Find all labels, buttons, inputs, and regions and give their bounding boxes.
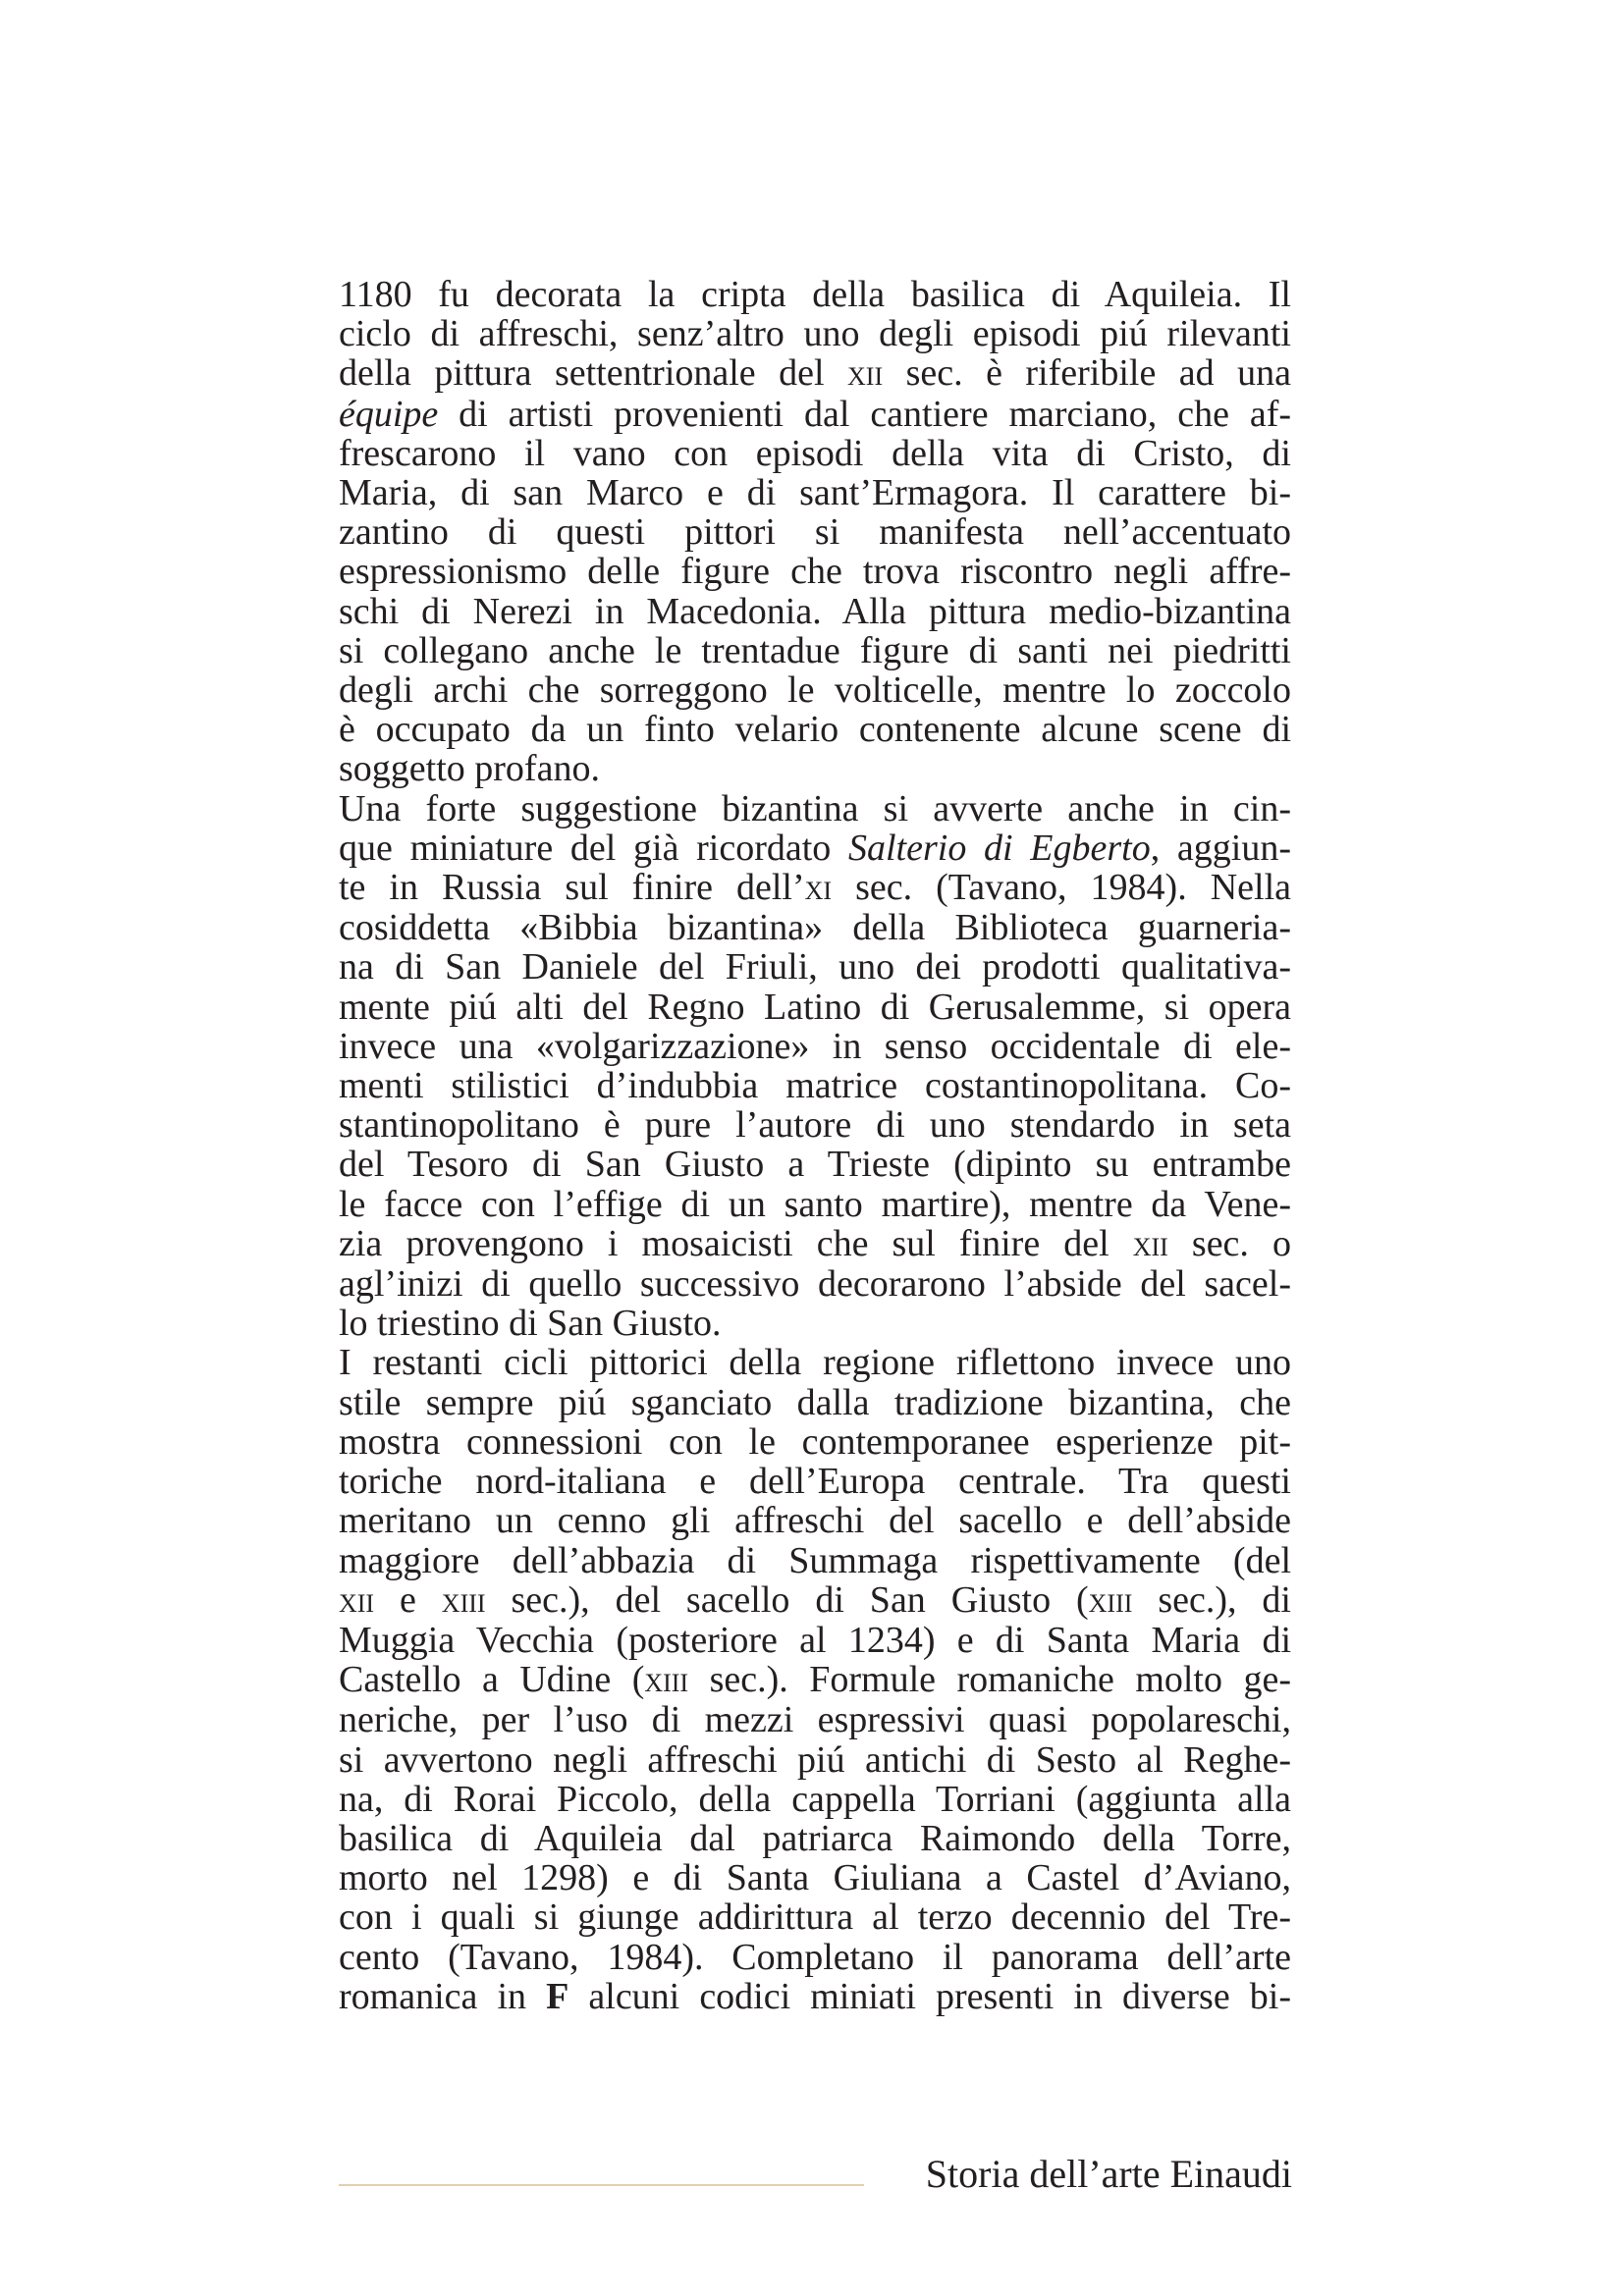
text-line: [339, 1304, 1291, 1343]
text-line: [339, 1145, 1291, 1184]
bold-text: F: [546, 1975, 569, 2017]
text-run: invece una «volgarizzazione» in senso occidentale di ele-: [339, 1025, 1291, 1067]
text-line: [339, 988, 1291, 1027]
text-line: [339, 1858, 1291, 1897]
text-line: [339, 1027, 1291, 1066]
text-line: [339, 1224, 1291, 1264]
text-run: Maria, di san Marco e di sant’Ermagora. Il carattere bi-: [339, 472, 1291, 514]
text-run: mostra connessioni con le contemporanee esperienze pit-: [339, 1420, 1291, 1463]
text-run: Muggia Vecchia (posteriore al 1234) e di Santa Maria di: [339, 1619, 1291, 1661]
text-line: [339, 908, 1291, 947]
text-run: sec. è riferibile ad una: [883, 352, 1291, 395]
text-line: [339, 828, 1291, 868]
text-line: [339, 314, 1291, 353]
text-line: [339, 1066, 1291, 1105]
text-run: ciclo di affreschi, senz’altro uno degli episodi piú rilevanti: [339, 313, 1291, 355]
smallcaps-text: xii: [1132, 1223, 1168, 1264]
text-run: na, di Rorai Piccolo, della cappella Torriani (aggiunta alla: [339, 1778, 1291, 1820]
text-line: [339, 512, 1291, 552]
text-line: [339, 1819, 1291, 1858]
text-run: si avvertono negli affreschi piú antichi di Sesto al Reghe-: [339, 1738, 1291, 1781]
text-run: 1180 fu decorata la cripta della basilica di Aquileia. Il: [339, 274, 1291, 315]
text-run: zantino di questi pittori si manifesta nell’accentuato: [339, 511, 1291, 554]
text-line: [339, 353, 1291, 394]
text-line: [339, 1938, 1291, 1977]
footer-rule: [339, 2184, 864, 2186]
text-line: [339, 1422, 1291, 1462]
text-line: [339, 1740, 1291, 1780]
text-line: [339, 947, 1291, 987]
text-run: , aggiun-: [1150, 827, 1291, 869]
text-line: [339, 473, 1291, 512]
text-run: te in Russia sul finire dell’: [339, 867, 805, 909]
text-line: [339, 670, 1291, 710]
smallcaps-text: xi: [804, 868, 833, 909]
text-line: [339, 1700, 1291, 1739]
italic-text: équipe: [339, 393, 439, 435]
text-line: [339, 1462, 1291, 1501]
text-run: mente piú alti del Regno Latino di Gerusalemme, si opera: [339, 986, 1291, 1028]
text-line: [339, 789, 1291, 828]
text-line: [339, 1343, 1291, 1382]
text-run: cento (Tavano, 1984). Completano il panorama dell’arte: [339, 1936, 1291, 1978]
text-run: sec.), del sacello di San Giusto (: [485, 1578, 1089, 1621]
text-line: [339, 1541, 1291, 1580]
text-run: sec.), di: [1132, 1578, 1291, 1621]
text-run: na di San Daniele del Friuli, uno dei prodotti qualitativa-: [339, 946, 1291, 988]
text-run: stantinopolitano è pure l’autore di uno stendardo in seta: [339, 1104, 1291, 1147]
text-run: morto nel 1298) e di Santa Giuliana a Castel d’Aviano,: [339, 1857, 1291, 1899]
text-run: Castello a Udine (: [339, 1659, 645, 1701]
text-run: que miniature del già ricordato: [339, 827, 848, 869]
text-line: [339, 275, 1291, 314]
text-run: maggiore dell’abbazia di Summaga rispettivamente (del: [339, 1539, 1291, 1581]
text-run: cosiddetta «Bibbia bizantina» della Biblioteca guarneria-: [339, 907, 1291, 949]
text-run: le facce con l’effige di un santo martire), mentre da Vene-: [339, 1183, 1291, 1225]
text-run: Una forte suggestione bizantina si avverte anche in cin-: [339, 787, 1291, 829]
text-run: di artisti provenienti dal cantiere marciano, che af-: [438, 393, 1291, 435]
text-line: [339, 1660, 1291, 1700]
text-line: [339, 749, 1291, 788]
smallcaps-text: xiii: [644, 1660, 689, 1701]
text-line: [339, 1105, 1291, 1145]
smallcaps-text: xiii: [441, 1579, 486, 1621]
text-run: della pittura settentrionale del: [339, 352, 848, 395]
text-line: [339, 1897, 1291, 1937]
text-line: [339, 631, 1291, 670]
main-text-block: [339, 275, 1291, 2016]
text-line: [339, 1580, 1291, 1621]
text-run: romanica in: [339, 1975, 547, 2017]
text-run: menti stilistici d’indubbia matrice costantinopolitana. Co-: [339, 1065, 1291, 1107]
text-line: [339, 1264, 1291, 1304]
text-line: [339, 395, 1291, 434]
text-run: lo triestino di San Giusto.: [339, 1303, 722, 1345]
text-run: del Tesoro di San Giusto a Trieste (dipinto su entrambe: [339, 1144, 1291, 1186]
text-run: neriche, per l’uso di mezzi espressivi quasi popolareschi,: [339, 1699, 1291, 1741]
text-line: [339, 1780, 1291, 1819]
text-run: degli archi che sorreggono le volticelle, mentre lo zoccolo: [339, 669, 1291, 712]
text-run: zia provengono i mosaicisti che sul finire del: [339, 1222, 1133, 1264]
text-line: [339, 1977, 1291, 2016]
text-run: I restanti cicli pittorici della regione riflettono invece uno: [339, 1342, 1291, 1384]
text-run: agl’inizi di quello successivo decorarono l’abside del sacel-: [339, 1263, 1291, 1306]
text-run: basilica di Aquileia dal patriarca Raimondo della Torre,: [339, 1817, 1291, 1859]
text-line: [339, 592, 1291, 631]
text-run: è occupato da un finto velario contenente alcune scene di: [339, 709, 1291, 751]
text-run: si collegano anche le trentadue figure di santi nei piedritti: [339, 629, 1291, 671]
smallcaps-text: xii: [847, 353, 884, 395]
text-run: meritano un cenno gli affreschi del sacello e dell’abside: [339, 1500, 1291, 1542]
text-run: schi di Nerezi in Macedonia. Alla pittura medio-bizantina: [339, 590, 1291, 632]
text-run: sec. o: [1167, 1222, 1291, 1264]
text-run: con i quali si giunge addirittura al terzo decennio del Tre-: [339, 1896, 1291, 1939]
text-line: [339, 868, 1291, 908]
text-run: sec. (Tavano, 1984). Nella: [832, 867, 1291, 909]
text-line: [339, 1185, 1291, 1224]
text-line: [339, 710, 1291, 749]
footer-title: Storia dell’arte Einaudi: [925, 2152, 1292, 2196]
text-run: frescarono il vano con episodi della vita di Cristo, di: [339, 432, 1291, 474]
text-run: stile sempre piú sganciato dalla tradizione bizantina, che: [339, 1381, 1291, 1423]
text-line: [339, 1383, 1291, 1422]
text-run: toriche nord-italiana e dell’Europa centrale. Tra questi: [339, 1461, 1291, 1503]
text-line: [339, 434, 1291, 473]
text-line: [339, 1621, 1291, 1660]
italic-text: Salterio di Egberto: [848, 827, 1151, 869]
text-run: espressionismo delle figure che trova riscontro negli affre-: [339, 551, 1291, 593]
text-line: [339, 1501, 1291, 1540]
text-run: soggetto profano.: [339, 748, 600, 790]
smallcaps-text: xii: [339, 1579, 375, 1621]
text-run: e: [374, 1578, 442, 1621]
smallcaps-text: xiii: [1088, 1579, 1133, 1621]
text-run: sec.). Formule romaniche molto ge-: [688, 1659, 1291, 1701]
text-run: alcuni codici miniati presenti in diverse bi-: [568, 1975, 1291, 2017]
text-line: [339, 552, 1291, 591]
